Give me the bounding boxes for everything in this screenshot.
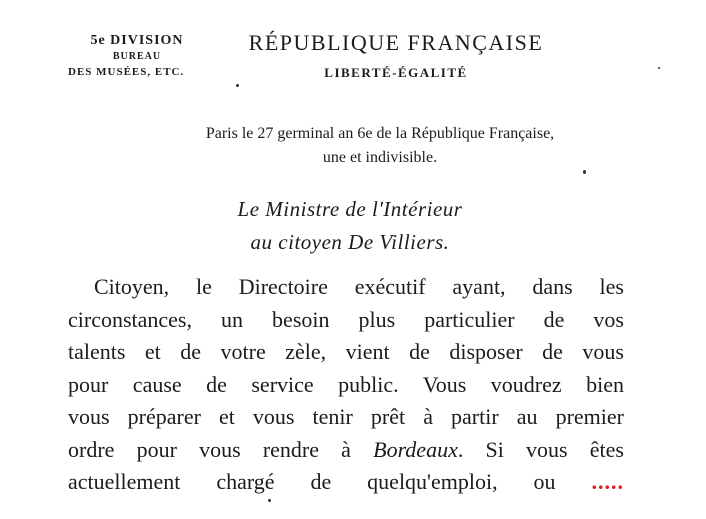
- sender-line: Le Ministre de l'Intérieur: [237, 197, 463, 221]
- body-line-2: circonstances, un besoin plus particulier de vos: [68, 306, 624, 332]
- body-line-7: [68, 466, 624, 499]
- republic-motto: LIBERTÉ-ÉGALITÉ: [324, 65, 468, 80]
- dateline-line-1: Paris le 27 germinal an 6e de la République Française,: [205, 125, 555, 142]
- letter-body: [68, 271, 624, 499]
- museums-label: DES MUSÉES, ETC.: [68, 66, 185, 78]
- addressee: [150, 193, 550, 259]
- body-line-1: Citoyen, le Directoire exécutif ayant, dans les: [94, 274, 624, 299]
- ink-speck: [268, 499, 271, 502]
- body-line-7-text: actuellement chargé de quelqu'emploi, ou: [68, 469, 556, 494]
- ink-speck: [583, 170, 586, 174]
- continuation-ellipsis: .....: [591, 469, 624, 494]
- body-line-6-after: . Si vous êtes: [457, 436, 624, 462]
- dateline: [100, 122, 660, 170]
- body-line-6: [68, 434, 624, 467]
- body-line-5: vous préparer et vous tenir prêt à partir au premier: [68, 404, 624, 429]
- division-number: 5e DIVISION: [90, 33, 184, 48]
- bureau-label: BUREAU: [112, 51, 162, 62]
- ink-speck: [236, 84, 239, 87]
- destination-city: Bordeaux: [373, 436, 458, 462]
- dateline-line-2: une et indivisible.: [322, 149, 438, 166]
- body-line-4: pour cause de service public. Vous voudrez bien: [68, 371, 624, 397]
- ink-speck: [658, 67, 660, 69]
- body-line-6-before: ordre pour vous rendre à: [68, 436, 374, 462]
- recipient-line: au citoyen De Villiers.: [250, 230, 450, 254]
- republic-title: RÉPUBLIQUE FRANÇAISE: [248, 30, 544, 55]
- body-line-3: talents et de votre zèle, vient de disposer de vous: [68, 339, 624, 364]
- division-header: [62, 32, 212, 80]
